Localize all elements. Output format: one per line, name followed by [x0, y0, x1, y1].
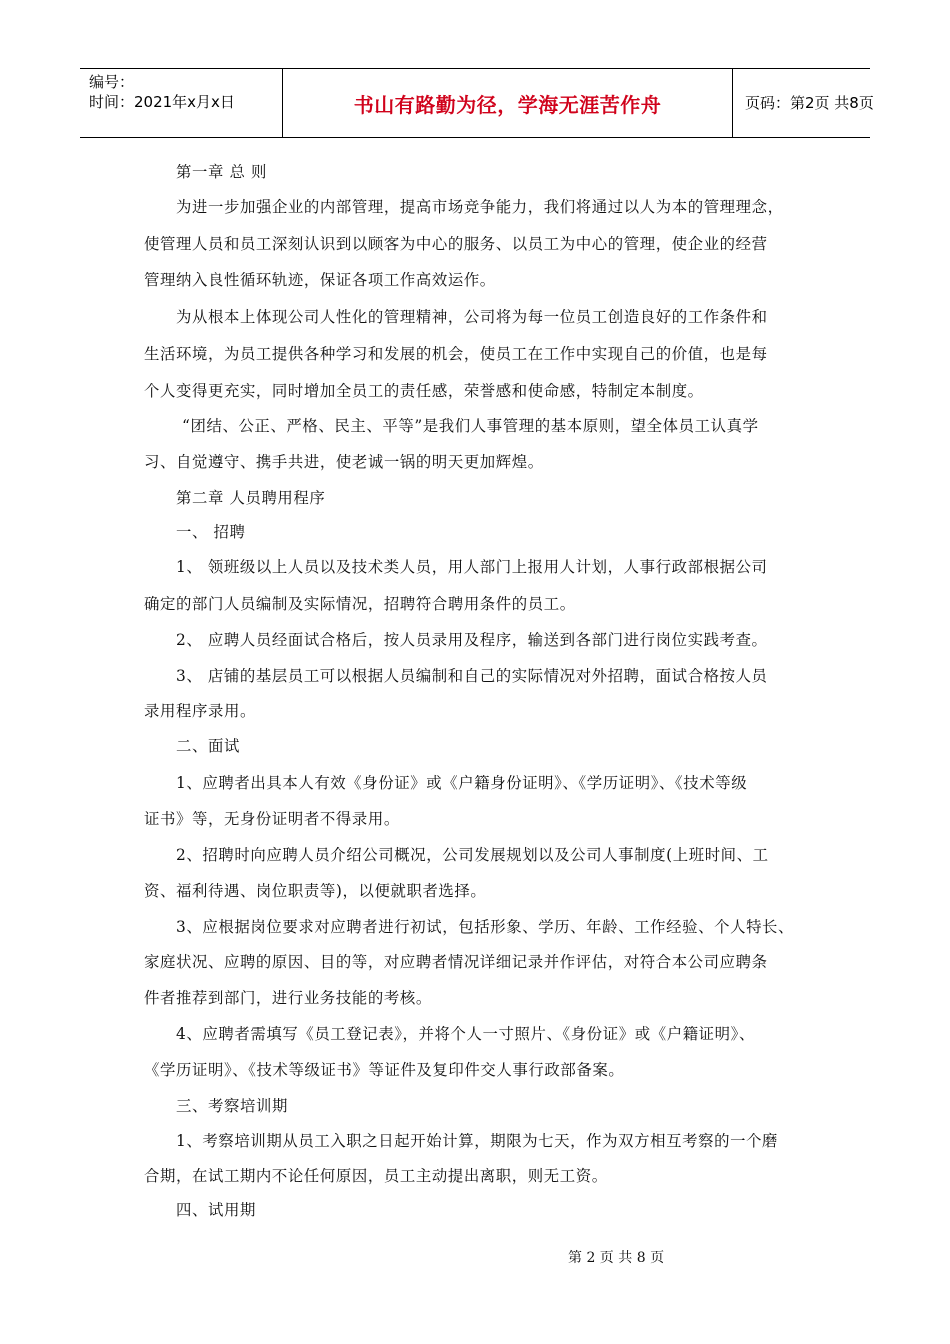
paragraph-line: 确定的部门人员编制及实际情况，招聘符合聘用条件的员工。	[144, 595, 576, 613]
paragraph-line: 3、应根据岗位要求对应聘者进行初试，包括形象、学历、年龄、工作经验、个人特长、	[176, 918, 795, 936]
document-header	[80, 68, 874, 138]
paragraph-line: 管理纳入良性循环轨迹，保证各项工作高效运作。	[144, 271, 496, 289]
chapter-heading: 第一章 总 则	[176, 163, 267, 181]
header-page-cell	[733, 69, 874, 137]
paragraph-line: 《学历证明》、《技术等级证书》等证件及复印件交人事行政部备案。	[144, 1061, 625, 1079]
section-heading: 四、试用期	[176, 1201, 256, 1219]
document-number-label: 编号：	[89, 73, 135, 91]
paragraph-line: 合期，在试工期内不论任何原因，员工主动提出离职，则无工资。	[144, 1167, 608, 1185]
paragraph-line: 1、 领班级以上人员以及技术类人员，用人部门上报用人计划，人事行政部根据公司	[176, 558, 768, 576]
paragraph-line: 1、应聘者出具本人有效《身份证》或《户籍身份证明》、《学历证明》、《技术等级	[176, 774, 748, 792]
paragraph-line: 件者推荐到部门，进行业务技能的考核。	[144, 989, 432, 1007]
header-meta-cell	[80, 69, 283, 137]
section-heading: 一、 招聘	[176, 523, 246, 541]
paragraph-line: 家庭状况、应聘的原因、目的等，对应聘者情况详细记录并作评估，对符合本公司应聘条	[144, 953, 768, 971]
paragraph-line: 习、自觉遵守、携手共进，使老诚一锅的明天更加辉煌。	[144, 453, 544, 471]
header-motto-cell	[283, 69, 733, 137]
paragraph-line: 资、福利待遇、岗位职责等)，以便就职者选择。	[144, 882, 487, 900]
paragraph-line: 为从根本上体现公司人性化的管理精神，公司将为每一位员工创造良好的工作条件和	[176, 308, 768, 326]
section-heading: 三、考察培训期	[176, 1097, 288, 1115]
paragraph-line: 生活环境，为员工提供各种学习和发展的机会，使员工在工作中实现自己的价值，也是每	[144, 345, 768, 363]
paragraph-line: 录用程序录用。	[144, 702, 256, 720]
paragraph-line: 2、 应聘人员经面试合格后，按人员录用及程序，输送到各部门进行岗位实践考查。	[176, 631, 768, 649]
paragraph-line: 4、应聘者需填写《员工登记表》，并将个人一寸照片、《身份证》或《户籍证明》、	[176, 1025, 755, 1043]
paragraph-line: 证书》等，无身份证明者不得录用。	[144, 810, 400, 828]
paragraph-line: “团结、公正、严格、民主、平等”是我们人事管理的基本原则，望全体员工认真学	[182, 417, 759, 435]
paragraph-line: 3、 店铺的基层员工可以根据人员编制和自己的实际情况对外招聘，面试合格按人员	[176, 667, 768, 685]
paragraph-line: 个人变得更充实，同时增加全员工的责任感，荣誉感和使命感，特制定本制度。	[144, 382, 704, 400]
paragraph-line: 为进一步加强企业的内部管理，提高市场竞争能力，我们将通过以人为本的管理理念，	[176, 198, 784, 216]
paragraph-line: 2、招聘时向应聘人员介绍公司概况，公司发展规划以及公司人事制度(上班时间、工	[176, 846, 769, 864]
chapter-heading: 第二章 人员聘用程序	[176, 489, 326, 507]
document-date: 时间：2021年x月x日	[89, 93, 235, 111]
paragraph-line: 使管理人员和员工深刻认识到以顾客为中心的服务、以员工为中心的管理，使企业的经营	[144, 235, 768, 253]
paragraph-line: 1、考察培训期从员工入职之日起开始计算，期限为七天，作为双方相互考察的一个磨	[176, 1132, 779, 1150]
section-heading: 二、面试	[176, 737, 240, 755]
header-motto: 书山有路勤为径，学海无涯苦作舟	[353, 93, 662, 117]
page-footer: 第 2 页 共 8 页	[568, 1250, 665, 1266]
header-page-info: 页码：第2页 共8页	[745, 94, 874, 112]
